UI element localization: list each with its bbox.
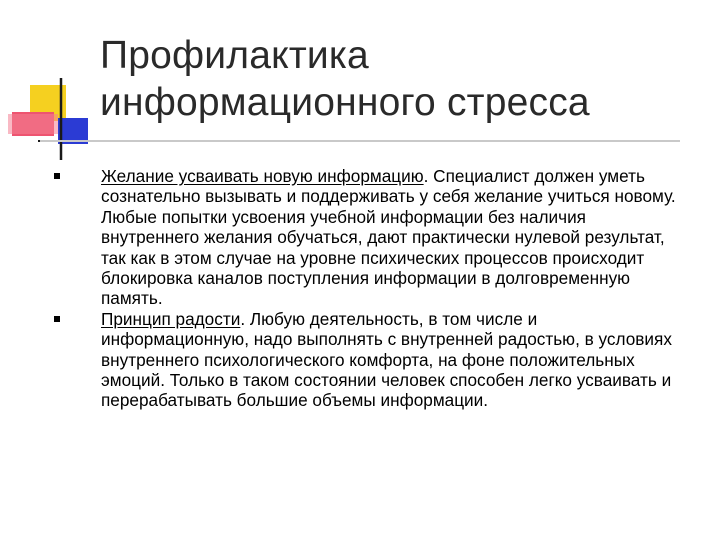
bullet-square-icon <box>54 316 60 322</box>
slide-title <box>100 32 700 126</box>
item-body-text: . Любую деятельность, в том числе и информационную, надо выполнять с внутренней радостью, в условиях внутреннего психологического комфорта, на фоне положительных эмоций. Только в таком состоянии человек способен легко усваивать и перерабатывать большие объемы информации. <box>101 308 672 411</box>
decor-red-square-glow <box>8 114 58 134</box>
slide-decoration <box>0 0 110 170</box>
item-body-text: . Специалист должен уметь сознательно вызывать и поддерживать у себя желание учиться новому. Любые попытки усвоения учебной информации без наличия внутреннего желания обучаться, дают практически нулевой результат, так как в этом случае на уровне психических процессов происходит блокировка каналов поступления информации в долговременную память. <box>101 166 676 309</box>
list-item <box>52 166 682 309</box>
slide-title-line-1: Профилактика <box>100 34 369 77</box>
item-lead-heading: Желание усваивать новую информацию <box>101 166 424 186</box>
title-underline <box>40 140 680 142</box>
list-item <box>52 309 682 411</box>
item-lead-heading: Принцип радости <box>101 308 241 329</box>
bullet-square-icon <box>54 173 60 179</box>
slide-title-line-2: информационного стресса <box>100 81 590 124</box>
bullet-list <box>52 166 682 411</box>
